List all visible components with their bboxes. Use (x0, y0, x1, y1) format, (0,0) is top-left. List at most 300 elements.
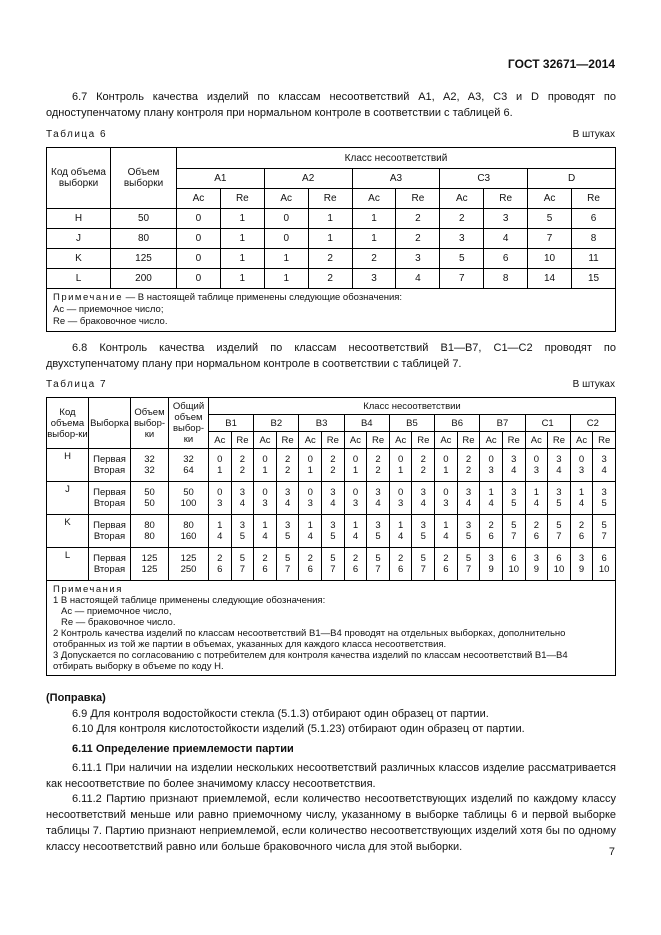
first-line: 32 (144, 454, 155, 465)
table-row (47, 482, 616, 515)
table7-value-cell (593, 449, 616, 482)
first-line: 6 (511, 553, 517, 564)
table7-code: K (47, 515, 89, 548)
table6-cell: 11 (572, 249, 616, 269)
second-line: 100 (180, 498, 197, 509)
second-line: 2 (284, 465, 291, 476)
table6-cell: 4 (396, 269, 440, 289)
first-line: Первая (93, 487, 126, 498)
table7-value-cell (480, 548, 503, 581)
table7-value-cell (322, 515, 345, 548)
table7-value-cell (231, 449, 254, 482)
first-line: 3 (420, 520, 426, 531)
table7-re-header: Re (457, 432, 480, 449)
table7-value-cell (209, 482, 232, 515)
second-line: 4 (398, 531, 404, 542)
table6-cell: 1 (220, 209, 264, 229)
second-line: 5 (556, 498, 562, 509)
table6-note-text: — В настоящей таблице применены следующие обозначения: (123, 292, 403, 303)
first-line: 32 (183, 454, 194, 465)
first-line: 2 (307, 553, 313, 564)
table7-value-cell (367, 548, 390, 581)
first-line: 3 (601, 454, 607, 465)
paragraph-6-11-1: 6.11.1 При наличии на изделии нескольких несоответствий различных классов изделие рассматривается как несоответствие по более значимому классу несоответствия. (46, 762, 616, 790)
table7-value-cell (412, 482, 435, 515)
paragraph-6-11-2: 6.11.2 Партию признают приемлемой, если количество несоответствующих изделий по каждому классу несоответствий меньше или равно приемочному числу, указанному в выборке таблицы 6 и первой выборке таблицы 7. Партию признают неприемлемой, если количество несоответствующих изделий хотя бы по одному классу несоответствий равно или больше браковочного числа для этой выборки. (46, 793, 616, 853)
table-row (47, 229, 616, 249)
table7-class-header: C2 (570, 415, 615, 432)
table6-note-re: Re — браковочное число. (53, 316, 168, 327)
table7-value-cell (525, 449, 548, 482)
table6-units: В штуках (572, 129, 615, 140)
second-line: 4 (375, 498, 381, 509)
table6-cell: 7 (528, 229, 572, 249)
second-line: 4 (262, 531, 268, 542)
second-line: 7 (511, 531, 517, 542)
first-line: 0 (443, 454, 449, 465)
paragraph-6-9: 6.9 Для контроля водостойкости стекла (5.1.3) отбирают один образец от партии. (72, 708, 489, 720)
first-line: 5 (556, 520, 562, 531)
table7-value-cell (276, 482, 299, 515)
table6-cell: 0 (177, 249, 221, 269)
first-line: 1 (578, 487, 585, 498)
second-line: 4 (443, 531, 449, 542)
second-line: 5 (465, 531, 472, 542)
second-line: 4 (352, 531, 359, 542)
table7-value-cell (344, 515, 367, 548)
second-line: 4 (578, 498, 585, 509)
table7-re-header: Re (412, 432, 435, 449)
first-line: 0 (307, 487, 313, 498)
table6-re-header: Re (572, 189, 616, 209)
first-line: 0 (217, 454, 223, 465)
table7-value-cell (299, 548, 322, 581)
table-7 (46, 397, 616, 676)
table6-cell: 2 (308, 269, 352, 289)
first-line: 2 (217, 553, 223, 564)
second-line: Вторая (93, 564, 126, 575)
table6-cell: 5 (440, 249, 484, 269)
table6-cell: L (47, 269, 111, 289)
first-line: 6 (556, 553, 562, 564)
table-row (47, 449, 616, 482)
second-line: 3 (217, 498, 223, 509)
paragraph-6-10: 6.10 Для контроля кислотостойкости изделий (5.1.23) отбирают один образец от партии. (72, 723, 525, 735)
table7-note-3: 3 Допускается по согласованию с потребителем для контроля качества изделий по классам несоответствий B1—B4 отбирать выборку в объеме по коду H. (53, 650, 568, 672)
first-line: 2 (398, 553, 404, 564)
table7-value-cell (231, 515, 254, 548)
second-line: 64 (183, 465, 194, 476)
table6-cell: 0 (177, 269, 221, 289)
table6-cell: 1 (264, 269, 308, 289)
table7-value-cell (322, 449, 345, 482)
table7-volume (131, 548, 169, 581)
table7-value-cell (548, 482, 571, 515)
table7-value-cell (344, 482, 367, 515)
second-line: 5 (511, 498, 517, 509)
first-line: 0 (398, 454, 404, 465)
first-line: 2 (262, 553, 268, 564)
table6-cell: 2 (308, 249, 352, 269)
table7-ac-header: Ac (344, 432, 367, 449)
table7-re-header: Re (322, 432, 345, 449)
second-line: 2 (239, 465, 246, 476)
table7-sample (89, 449, 131, 482)
table7-value-cell (209, 515, 232, 548)
table7-value-cell (457, 449, 480, 482)
table6-re-header: Re (220, 189, 264, 209)
second-line: 6 (217, 564, 223, 575)
first-line: 3 (420, 487, 426, 498)
second-line: 6 (398, 564, 404, 575)
table7-value-cell (480, 482, 503, 515)
first-line: 5 (465, 553, 472, 564)
table-row (47, 515, 616, 548)
table6-cell: 1 (220, 269, 264, 289)
second-line: 1 (217, 465, 223, 476)
second-line: 1 (307, 465, 313, 476)
table6-cell: 3 (440, 229, 484, 249)
second-line: 6 (533, 531, 539, 542)
table7-value-cell (502, 482, 525, 515)
first-line: Первая (93, 553, 126, 564)
first-line: 3 (284, 487, 291, 498)
table7-value-cell (344, 548, 367, 581)
second-line: Вторая (93, 498, 126, 509)
table7-class-header: B6 (435, 415, 480, 432)
second-line: 5 (420, 531, 426, 542)
table7-units: В штуках (572, 379, 615, 390)
first-line: 3 (465, 487, 472, 498)
table7-value-cell (299, 449, 322, 482)
table6-cell: 2 (352, 249, 396, 269)
table7-value-cell (231, 482, 254, 515)
table6-note (47, 289, 616, 332)
table7-class-header: B1 (209, 415, 254, 432)
second-line: 5 (284, 531, 291, 542)
table7-ac-header: Ac (435, 432, 458, 449)
table6-cell: 10 (528, 249, 572, 269)
table7-value-cell (209, 548, 232, 581)
first-line: 3 (533, 553, 539, 564)
table7-value-cell (435, 548, 458, 581)
first-line: 0 (533, 454, 539, 465)
table7-value-cell (322, 548, 345, 581)
table7-value-cell (480, 515, 503, 548)
table7-value-cell (593, 548, 616, 581)
table6-cell: 0 (264, 209, 308, 229)
table7-header-sample: Выборка (89, 398, 131, 449)
table7-value-cell (457, 548, 480, 581)
table6-cell: 80 (111, 229, 177, 249)
second-line: 7 (556, 531, 562, 542)
first-line: 0 (352, 487, 359, 498)
first-line: 3 (556, 454, 562, 465)
first-line: 2 (375, 454, 381, 465)
first-line: 2 (420, 454, 426, 465)
second-line: 4 (533, 498, 539, 509)
second-line: 5 (330, 531, 336, 542)
table7-sample (89, 548, 131, 581)
table6-ac-header: Ac (528, 189, 572, 209)
table-row (47, 548, 616, 581)
second-line: Вторая (93, 465, 126, 476)
first-line: 5 (284, 553, 291, 564)
table6-re-header: Re (308, 189, 352, 209)
table7-header-volume: Объем выбор-ки (131, 398, 169, 449)
table7-ac-header: Ac (525, 432, 548, 449)
second-line: 5 (239, 531, 246, 542)
table7-class-header: C1 (525, 415, 570, 432)
table7-value-cell (276, 449, 299, 482)
first-line: 0 (398, 487, 404, 498)
table6-cell: 3 (484, 209, 528, 229)
second-line: Вторая (93, 531, 126, 542)
second-line: 10 (553, 564, 565, 575)
first-line: 1 (398, 520, 404, 531)
second-line: 4 (556, 465, 562, 476)
second-line: 7 (420, 564, 426, 575)
table6-class-header: A2 (264, 169, 352, 189)
table7-value-cell (457, 515, 480, 548)
second-line: 3 (443, 498, 449, 509)
first-line: 5 (239, 553, 246, 564)
table7-value-cell (412, 548, 435, 581)
second-line: 4 (217, 531, 223, 542)
first-line: 1 (307, 520, 313, 531)
first-line: 50 (144, 487, 155, 498)
first-line: 1 (488, 487, 494, 498)
first-line: 50 (183, 487, 194, 498)
table7-volume (131, 482, 169, 515)
first-line: 3 (578, 553, 585, 564)
table6-cell: 1 (352, 229, 396, 249)
table6-header-class: Класс несоответствий (177, 148, 616, 169)
table7-value-cell (389, 515, 412, 548)
second-line: 125 (141, 564, 158, 575)
table7-note-1: 1 В настоящей таблице применены следующие обозначения: (53, 595, 326, 606)
table7-header-total: Общий объем выбор-ки (169, 398, 209, 449)
second-line: 4 (330, 498, 336, 509)
second-line: 5 (601, 498, 607, 509)
table7-value-cell (525, 548, 548, 581)
table7-header-class: Класс несоответствии (209, 398, 616, 415)
second-line: 7 (601, 531, 607, 542)
table7-value-cell (525, 515, 548, 548)
first-line: 5 (511, 520, 517, 531)
table6-note-line (53, 292, 609, 304)
table7-value-cell (570, 449, 593, 482)
table7-value-cell (435, 515, 458, 548)
second-line: 7 (465, 564, 472, 575)
table6-cell: 200 (111, 269, 177, 289)
second-line: 4 (239, 498, 246, 509)
first-line: 2 (330, 454, 336, 465)
table6-ac-header: Ac (440, 189, 484, 209)
second-line: 4 (284, 498, 291, 509)
first-line: 2 (239, 454, 246, 465)
table7-value-cell (435, 482, 458, 515)
first-line: 5 (601, 520, 607, 531)
second-line: 6 (488, 531, 494, 542)
second-line: 10 (598, 564, 610, 575)
first-line: 3 (511, 487, 517, 498)
table6-cell: 3 (352, 269, 396, 289)
second-line: 4 (601, 465, 607, 476)
table7-value-cell (435, 449, 458, 482)
paragraph-6-7: 6.7 Контроль качества изделий по классам несоответствий A1, A2, A3, C3 и D проводят по одноступенчатому плану контроля при нормальном контроле в соответствии с таблицей 6. (46, 91, 616, 119)
table6-cell: 0 (264, 229, 308, 249)
table6-cell: 1 (352, 209, 396, 229)
table7-class-header: B5 (389, 415, 434, 432)
second-line: 9 (488, 564, 494, 575)
table7-value-cell (209, 449, 232, 482)
table7-value-cell (548, 449, 571, 482)
first-line: 2 (488, 520, 494, 531)
first-line: 6 (601, 553, 607, 564)
first-line: 5 (375, 553, 381, 564)
table7-value-cell (502, 515, 525, 548)
first-line: 5 (420, 553, 426, 564)
table6-cell: K (47, 249, 111, 269)
first-line: 125 (180, 553, 197, 564)
table6-class-header: A1 (177, 169, 265, 189)
table7-re-header: Re (593, 432, 616, 449)
table-6 (46, 147, 616, 332)
first-line: 0 (578, 454, 585, 465)
table7-value-cell (480, 449, 503, 482)
first-line: 3 (375, 487, 381, 498)
table6-caption: Таблица 6 (46, 129, 108, 140)
table6-ac-header: Ac (177, 189, 221, 209)
table7-total (169, 482, 209, 515)
table7-value-cell (276, 515, 299, 548)
table6-cell: 15 (572, 269, 616, 289)
table7-value-cell (570, 515, 593, 548)
second-line: 9 (578, 564, 585, 575)
table7-value-cell (367, 449, 390, 482)
second-line: 50 (144, 498, 155, 509)
first-line: 1 (352, 520, 359, 531)
table6-cell: 14 (528, 269, 572, 289)
standard-header: ГОСТ 32671—2014 (507, 57, 615, 71)
table7-code: H (47, 449, 89, 482)
table7-code: L (47, 548, 89, 581)
table6-cell: 2 (396, 229, 440, 249)
first-line: 3 (465, 520, 472, 531)
table7-value-cell (389, 482, 412, 515)
table7-re-header: Re (231, 432, 254, 449)
table6-cell: 5 (528, 209, 572, 229)
second-line: 3 (352, 498, 359, 509)
table7-class-header: B7 (480, 415, 525, 432)
table7-re-header: Re (502, 432, 525, 449)
first-line: 3 (601, 487, 607, 498)
second-line: 10 (508, 564, 520, 575)
table6-note-title: Примечание (53, 292, 123, 303)
table6-cell: 6 (484, 249, 528, 269)
first-line: 0 (352, 454, 359, 465)
table6-re-header: Re (484, 189, 528, 209)
second-line: 32 (144, 465, 155, 476)
first-line: 3 (284, 520, 291, 531)
amendment-label: (Поправка) (46, 692, 106, 704)
table7-value-cell (412, 449, 435, 482)
table6-cell: 2 (440, 209, 484, 229)
table6-cell: 1 (220, 249, 264, 269)
second-line: 7 (284, 564, 291, 575)
table7-total (169, 515, 209, 548)
table7-note-1-re: Re — браковочное число. (61, 617, 176, 628)
table7-notes-title: Примечания (53, 584, 123, 595)
first-line: 80 (183, 520, 194, 531)
second-line: 9 (533, 564, 539, 575)
table7-value-cell (457, 482, 480, 515)
second-line: 7 (375, 564, 381, 575)
first-line: 2 (533, 520, 539, 531)
table7-value-cell (344, 449, 367, 482)
table7-sample (89, 482, 131, 515)
table7-value-cell (322, 482, 345, 515)
table7-value-cell (593, 482, 616, 515)
second-line: 3 (307, 498, 313, 509)
table6-cell: 0 (177, 229, 221, 249)
first-line: 1 (533, 487, 539, 498)
first-line: 1 (217, 520, 223, 531)
table6-cell: 1 (264, 249, 308, 269)
first-line: 3 (511, 454, 517, 465)
page-number: 7 (608, 846, 615, 858)
second-line: 6 (307, 564, 313, 575)
table7-volume (131, 515, 169, 548)
second-line: 1 (262, 465, 268, 476)
table6-class-header: D (528, 169, 616, 189)
first-line: 0 (262, 454, 268, 465)
table7-value-cell (412, 515, 435, 548)
table6-cell: 2 (396, 209, 440, 229)
table6-cell: 8 (572, 229, 616, 249)
second-line: 4 (307, 531, 313, 542)
second-line: 7 (239, 564, 246, 575)
table6-cell: 1 (220, 229, 264, 249)
first-line: 3 (239, 487, 246, 498)
table7-value-cell (593, 515, 616, 548)
first-line: Первая (93, 520, 126, 531)
table7-value-cell (367, 482, 390, 515)
first-line: 2 (443, 553, 449, 564)
table7-value-cell (570, 548, 593, 581)
second-line: 2 (420, 465, 426, 476)
first-line: 3 (375, 520, 381, 531)
table7-re-header: Re (276, 432, 299, 449)
table7-value-cell (299, 482, 322, 515)
first-line: 3 (488, 553, 494, 564)
table6-note-ac: Ac — приемочное число; (53, 304, 164, 315)
second-line: 6 (352, 564, 359, 575)
table7-value-cell (389, 548, 412, 581)
table7-class-header: B3 (299, 415, 344, 432)
first-line: 3 (330, 487, 336, 498)
table6-cell: 1 (308, 229, 352, 249)
table7-note-1-ac: Ac — приемочное число, (61, 606, 172, 617)
table7-value-cell (367, 515, 390, 548)
table7-value-cell (254, 482, 277, 515)
table7-class-header: B4 (344, 415, 389, 432)
second-line: 5 (375, 531, 381, 542)
second-line: 4 (511, 465, 517, 476)
table7-value-cell (570, 482, 593, 515)
table7-value-cell (502, 548, 525, 581)
